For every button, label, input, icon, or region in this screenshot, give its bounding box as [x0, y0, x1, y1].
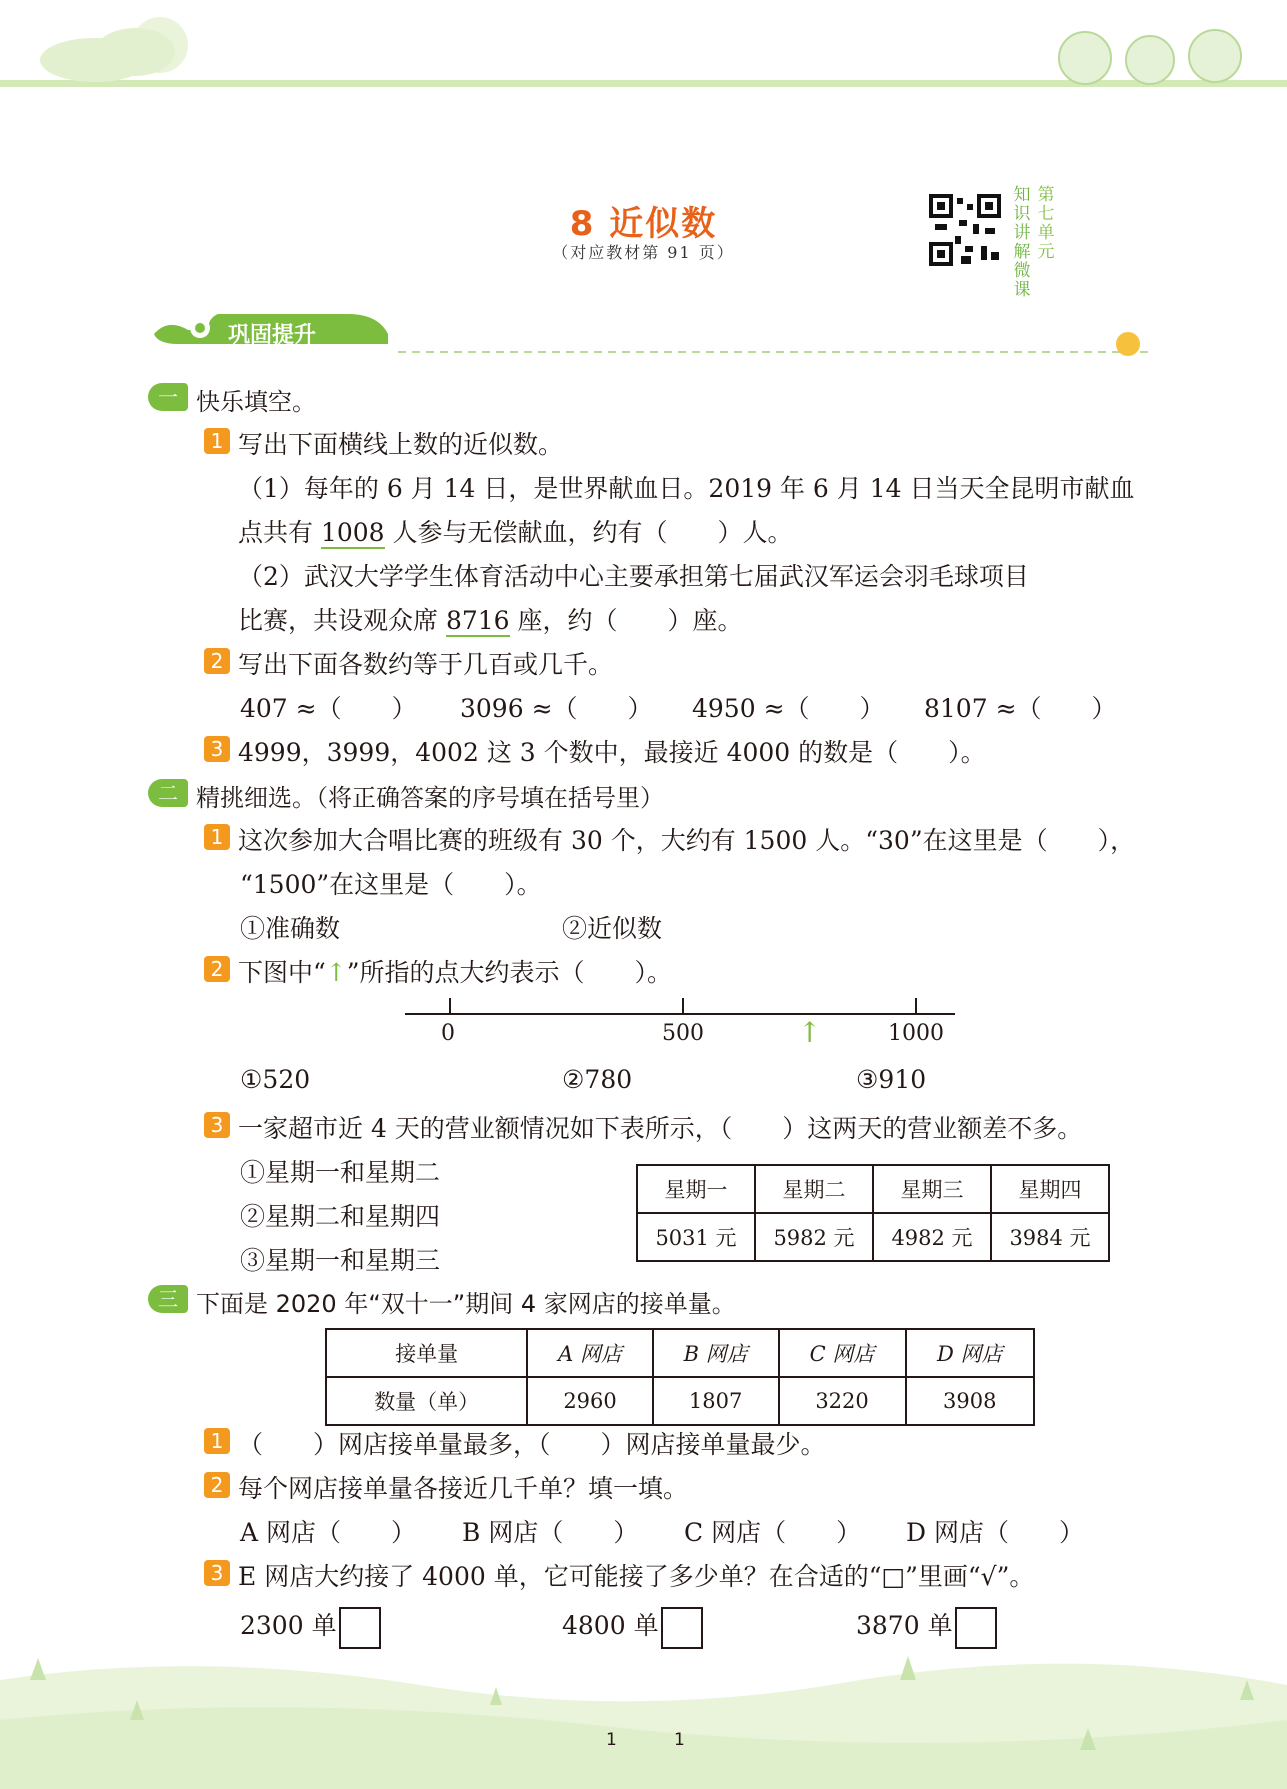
header-decoration [0, 0, 1287, 100]
table-cell: 5031 元 [637, 1213, 755, 1261]
table-header-cell: D 网店 [906, 1329, 1034, 1377]
question-number: 2 [204, 648, 230, 674]
question-number: 2 [204, 956, 230, 982]
text: 下图中“ [238, 958, 326, 987]
table-cell: 2960 [527, 1377, 652, 1425]
question-number: 1 [204, 1428, 230, 1454]
answer-blank[interactable]: 4950 ≈（ ） [692, 694, 885, 723]
table-header-cell: 接单量 [326, 1329, 527, 1377]
choice-label: 3870 单 [856, 1611, 953, 1640]
question-text: 每个网店接单量各接近几千单？填一填。 [238, 1474, 689, 1503]
choice-label: 2300 单 [240, 1611, 337, 1640]
answer-blank[interactable]: 407 ≈（ ） [240, 694, 417, 723]
table-cell: 5982 元 [755, 1213, 873, 1261]
table-cell: 3908 [906, 1377, 1034, 1425]
answer-blank[interactable]: D 网店（ ） [906, 1518, 1084, 1547]
question-part [238, 513, 793, 549]
table-cell: 1807 [653, 1377, 779, 1425]
section-1-mark: 一 [148, 383, 188, 411]
table-row [326, 1329, 1034, 1377]
unit-label [1012, 185, 1064, 300]
answer-blank[interactable]: C 网店（ ） [684, 1518, 862, 1547]
table-row [637, 1213, 1109, 1261]
footer-landscape [0, 1640, 1287, 1789]
up-arrow-icon: ↑ [325, 958, 347, 987]
table-cell: 4982 元 [873, 1213, 991, 1261]
table-header-cell: 星期四 [991, 1165, 1109, 1213]
underlined-number: 1008 [320, 518, 385, 547]
question-text: 写出下面横线上数的近似数。 [238, 430, 564, 459]
text: 比赛，共设观众席 [238, 606, 446, 635]
underlined-number: 8716 [445, 606, 510, 635]
option: ①星期一和星期二 [240, 1158, 441, 1187]
axis-label: 500 [662, 1021, 704, 1046]
text: 点共有 [238, 518, 321, 547]
lesson-subtitle: （对应教材第 91 页） [552, 243, 735, 262]
answer-blank[interactable]: B 网店（ ） [462, 1518, 639, 1547]
table-header-cell: C 网店 [779, 1329, 906, 1377]
unit-label-col2: 第七单元 [1037, 185, 1055, 262]
table-cell: 3220 [779, 1377, 906, 1425]
question-text[interactable]: 4999，3999，4002 这 3 个数中，最接近 4000 的数是（ ）。 [238, 738, 986, 767]
table-header-cell: A 网店 [527, 1329, 652, 1377]
orders-table [325, 1328, 1035, 1426]
option: ②星期二和星期四 [240, 1202, 441, 1231]
text: 座，约（ ）座。 [509, 606, 743, 635]
question-text[interactable]: 这次参加大合唱比赛的班级有 30 个，大约有 1500 人。“30”在这里是（ ）， [238, 826, 1136, 855]
qr-code-icon[interactable] [925, 190, 1005, 270]
page-number: 1 [674, 1730, 685, 1750]
table-row [326, 1377, 1034, 1425]
section-2-mark: 二 [148, 779, 188, 807]
question-part: （2）武汉大学学生体育活动中心主要承担第七届武汉军运会羽毛球项目 [238, 562, 1029, 591]
axis-label: 1000 [888, 1021, 944, 1046]
question-number: 3 [204, 1112, 230, 1138]
table-header-cell: B 网店 [653, 1329, 779, 1377]
answer-blank[interactable]: 3096 ≈（ ） [460, 694, 653, 723]
number-line [400, 990, 960, 1020]
unit-label-col1: 知识讲解微课 [1013, 185, 1031, 300]
sun-cloud-icon [40, 17, 188, 82]
option: ③星期一和星期三 [240, 1246, 441, 1275]
table-row-label: 数量（单） [326, 1377, 527, 1425]
answer-blank[interactable]: A 网店（ ） [240, 1518, 417, 1547]
option: ①520 [240, 1065, 311, 1094]
section-3-mark: 三 [148, 1285, 188, 1313]
text: ”所指的点大约表示（ ）。 [346, 958, 673, 987]
section-1-title: 快乐填空。 [196, 388, 316, 416]
page-number: 1 [606, 1730, 617, 1750]
question-part: （1）每年的 6 月 14 日，是世界献血日。2019 年 6 月 14 日当天全昆明市献血 [238, 474, 1135, 503]
table-cell: 3984 元 [991, 1213, 1109, 1261]
question-text[interactable]: （ ）网店接单量最多，（ ）网店接单量最少。 [238, 1430, 826, 1459]
question-number: 1 [204, 824, 230, 850]
question-text[interactable]: 一家超市近 4 天的营业额情况如下表所示，（ ）这两天的营业额差不多。 [238, 1114, 1083, 1143]
text: 人参与无偿献血，约有（ ）人。 [384, 518, 793, 547]
lesson-title: 8 近似数 [569, 204, 718, 244]
question-number: 1 [204, 428, 230, 454]
section-banner-title: 巩固提升 [228, 323, 317, 348]
question-number: 3 [204, 736, 230, 762]
revenue-table [636, 1164, 1110, 1262]
section-3-title: 下面是 2020 年“双十一”期间 4 家网店的接单量。 [196, 1290, 736, 1318]
table-header-cell: 星期三 [873, 1165, 991, 1213]
axis-label: 0 [441, 1021, 455, 1046]
table-header-cell: 星期一 [637, 1165, 755, 1213]
table-header-cell: 星期二 [755, 1165, 873, 1213]
animal-faces-icon [1059, 30, 1241, 84]
option: ②近似数 [562, 914, 663, 943]
up-arrow-icon: ↑ [798, 1016, 822, 1049]
option: ③910 [856, 1065, 927, 1094]
question-part [238, 601, 743, 637]
option: ①准确数 [240, 914, 341, 943]
option: ②780 [562, 1065, 633, 1094]
question-text: 写出下面各数约等于几百或几千。 [238, 650, 614, 679]
question-text[interactable] [238, 953, 672, 989]
question-number: 2 [204, 1472, 230, 1498]
section-2-title: 精挑细选。（将正确答案的序号填在括号里） [196, 784, 664, 812]
choice-label: 4800 单 [562, 1611, 659, 1640]
question-text: E 网店大约接了 4000 单，它可能接了多少单？在合适的“□”里画“√”。 [238, 1562, 1035, 1591]
answer-blank[interactable]: 8107 ≈（ ） [924, 694, 1117, 723]
table-row [637, 1165, 1109, 1213]
question-text[interactable]: “1500”在这里是（ ）。 [240, 870, 542, 899]
question-number: 3 [204, 1560, 230, 1586]
